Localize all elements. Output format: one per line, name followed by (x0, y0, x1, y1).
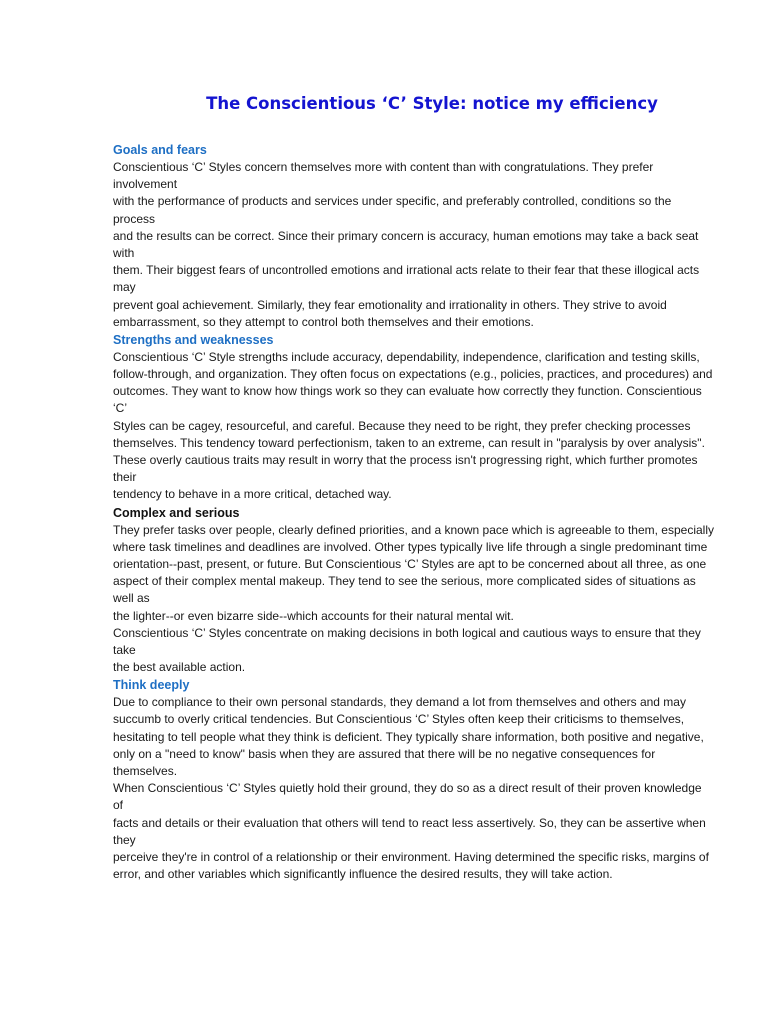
text-line: outcomes. They want to know how things work so they can evaluate how correctly they function. Conscientious (113, 384, 702, 399)
text-line: involvement (113, 177, 178, 192)
section-complex-and-serious (113, 504, 763, 677)
text-line: Due to compliance to their own personal standards, they demand a lot from themselves and others and may (113, 695, 686, 710)
text-line: process (113, 211, 156, 226)
text-line: embarrassment, so they attempt to control both themselves and their emotions. (113, 314, 534, 329)
text-line: Conscientious ‘C’ Style strengths include accuracy, dependability, independence, clarification and testing skills, (113, 349, 700, 364)
section-think-deeply (113, 676, 763, 883)
text-line: may (113, 280, 136, 295)
section-heading: Think deeply (113, 678, 190, 693)
text-line: where task timelines and deadlines are involved. Other types typically live life through a single predominant time (113, 539, 708, 554)
text-line: and the results can be correct. Since their primary concern is accuracy, human emotions may take a back seat (113, 228, 699, 243)
section-strengths-and-weaknesses (113, 331, 763, 504)
text-line: Conscientious ‘C’ Styles concern themselves more with content than with congratulations. They prefer (113, 160, 654, 174)
text-line: them. Their biggest fears of uncontrolled emotions and irrational acts relate to their fear that these illogical acts (113, 263, 700, 278)
section-goals-and-fears (113, 141, 763, 331)
document-body (113, 141, 763, 883)
text-line: succumb to overly critical tendencies. But Conscientious ‘C’ Styles often keep their criticisms to themselves, (113, 712, 685, 727)
text-line: perceive they're in control of a relationship or their environment. Having determined the specific risks, margins of (113, 849, 709, 864)
text-line: the lighter--or even bizarre side--which accounts for their natural mental wit. (113, 608, 514, 623)
text-line: orientation--past, present, or future. But Conscientious ‘C’ Styles are apt to be concerned about all three, as one (113, 556, 707, 571)
text-line: only on a "need to know" basis when they are assured that there will be no negative consequences for (113, 746, 656, 761)
text-line: take (113, 642, 136, 657)
text-line: tendency to behave in a more critical, detached way. (113, 487, 392, 502)
text-line: Styles can be cagey, resourceful, and careful. Because they need to be right, they prefer checking processes (113, 418, 691, 433)
text-line: ‘C’ (113, 401, 127, 416)
section-heading: Complex and serious (113, 505, 240, 520)
text-line: with (113, 245, 135, 260)
section-heading: Goals and fears (113, 143, 207, 157)
text-line: their (113, 470, 137, 485)
text-line: These overly cautious traits may result in worry that the process isn't progressing right, which further promotes (113, 453, 698, 467)
text-line: themselves. (113, 764, 178, 778)
text-line: facts and details or their evaluation that others will tend to react less assertively. So, they can be assertive when (113, 815, 706, 830)
text-line: They prefer tasks over people, clearly defined priorities, and a known pace which is agreeable to them, especially (113, 522, 714, 537)
text-line: error, and other variables which significantly influence the desired results, they will take action. (113, 867, 613, 882)
text-line: follow-through, and organization. They often focus on expectations (e.g., policies, practices, and procedures) and (113, 367, 713, 382)
text-line: the best available action. (113, 660, 246, 675)
page-title: The Conscientious ‘C’ Style: notice my efficiency (206, 94, 658, 113)
section-heading: Strengths and weaknesses (113, 332, 274, 347)
text-line: prevent goal achievement. Similarly, they fear emotionality and irrationality in others. They strive to avoid (113, 297, 667, 312)
text-line: with the performance of products and services under specific, and preferably controlled, conditions so the (113, 194, 672, 209)
text-line: of (113, 798, 124, 813)
text-line: When Conscientious ‘C’ Styles quietly hold their ground, they do so as a direct result of their proven knowledge (113, 781, 702, 796)
text-line: aspect of their complex mental makeup. They tend to see the serious, more complicated sides of situations as (113, 574, 696, 589)
text-line: they (113, 832, 136, 847)
text-line: Conscientious ‘C’ Styles concentrate on making decisions in both logical and cautious ways to ensure that they (113, 625, 701, 640)
text-line: hesitating to tell people what they think is deficient. They typically share information, both positive and negative, (113, 729, 704, 744)
text-line: well as (113, 591, 150, 606)
text-line: themselves. This tendency toward perfectionism, taken to an extreme, can result in "paralysis by over analysis". (113, 435, 705, 450)
